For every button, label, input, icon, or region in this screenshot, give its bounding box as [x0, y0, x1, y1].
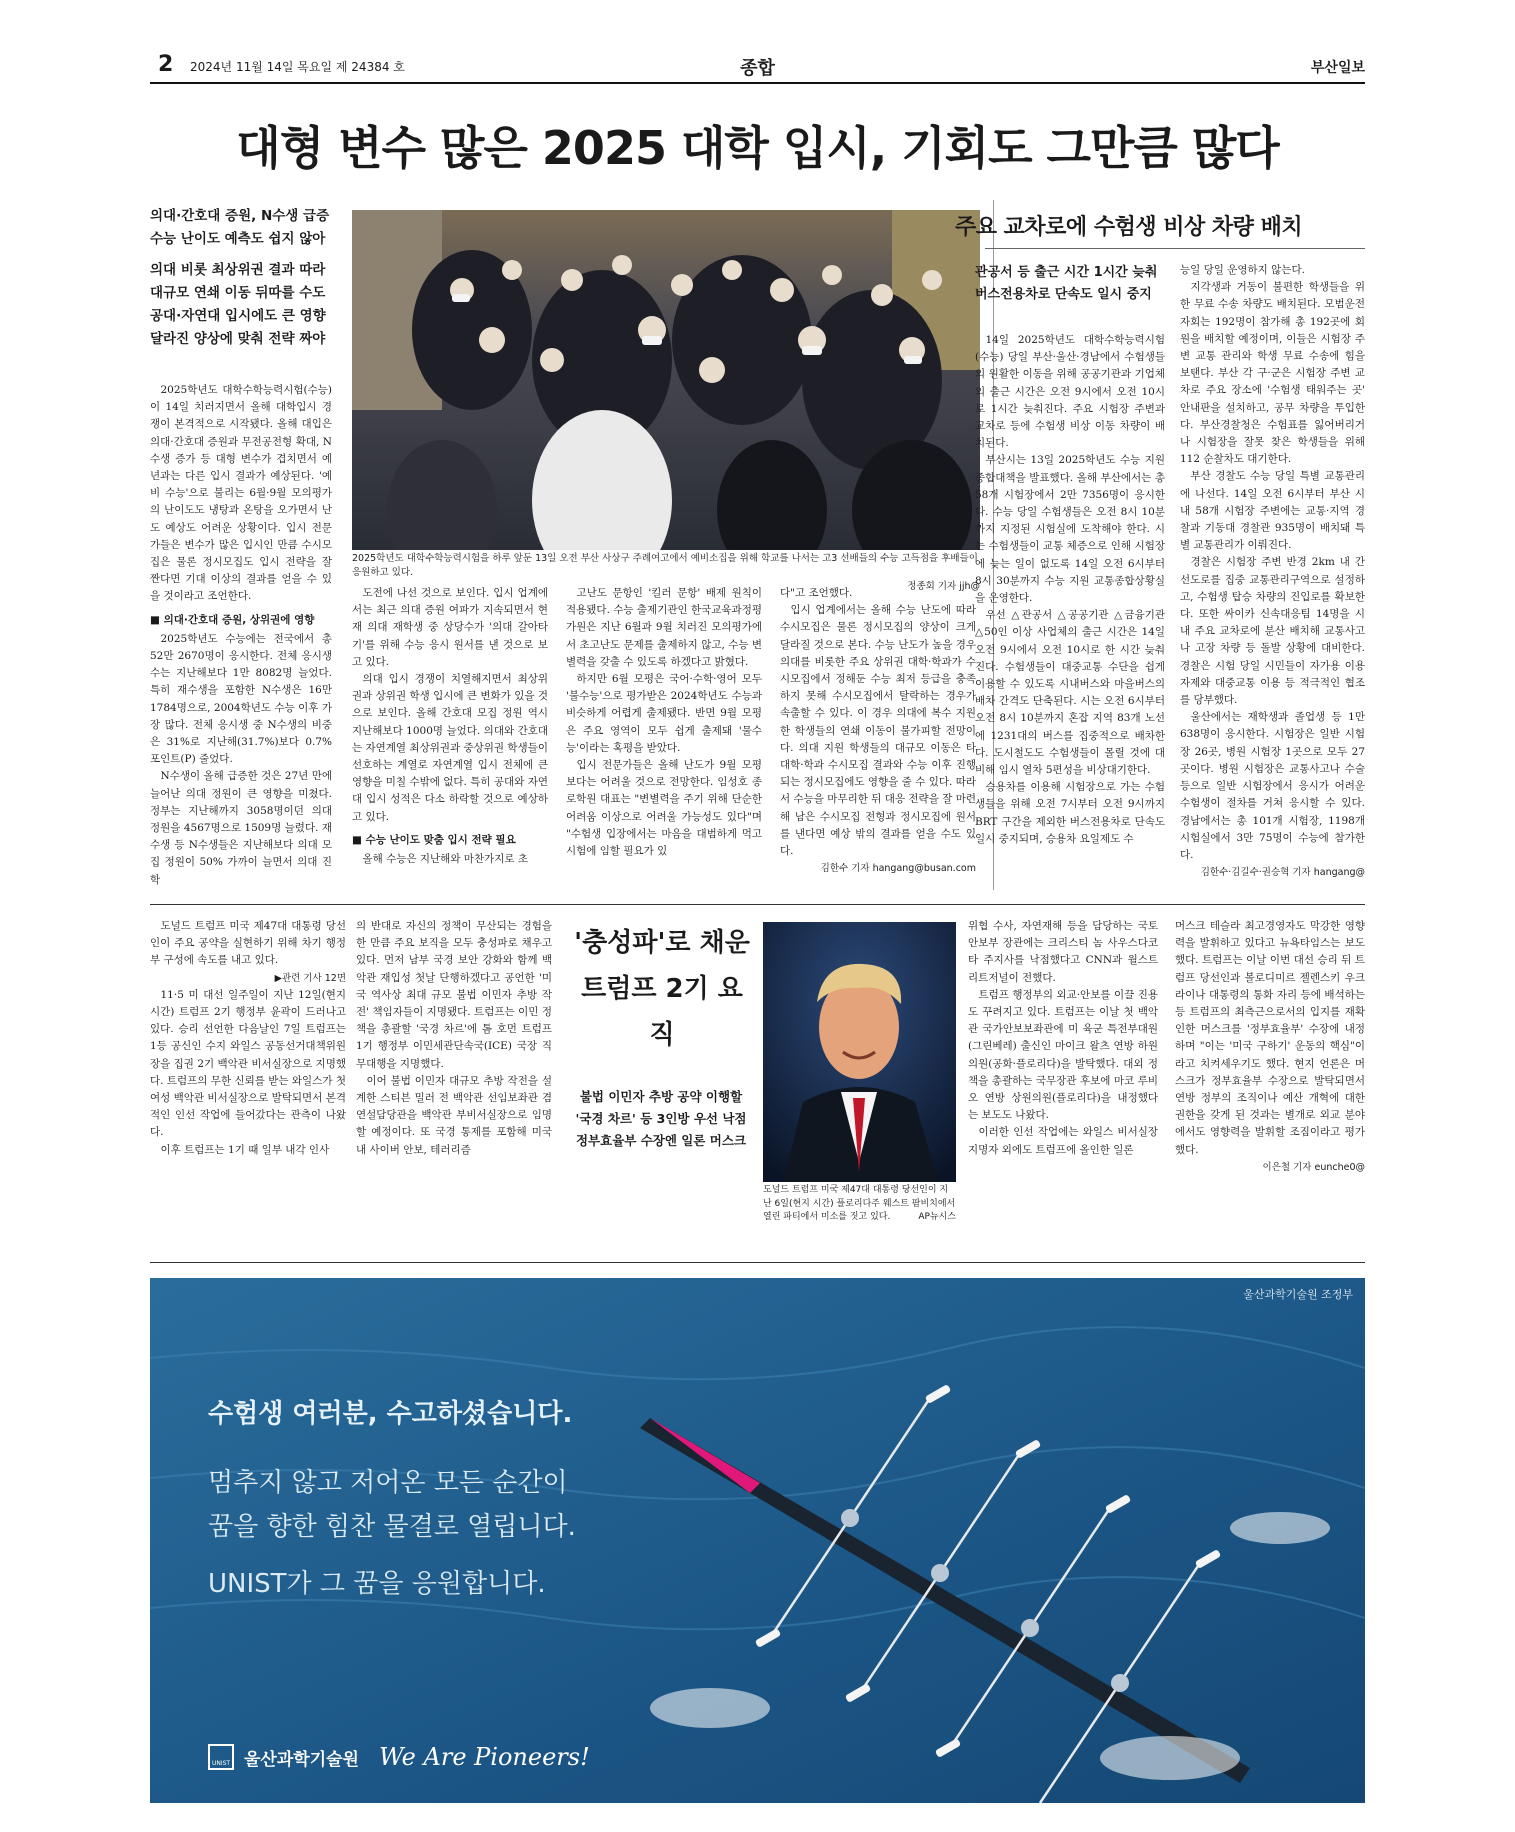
paragraph: 머스크 테슬라 최고경영자도 막강한 영향력을 발휘하고 있다고 뉴욕타임스는 보도했다. 트럼프는 이날 이번 대선 승리 뒤 트럼프 당선인과 볼로디미르 젤렌스키 우크라이나 대통령의 통화 자리 등에 배석하는 등 트럼프의 최측근으로서의 입지를 재확인한 머스크를 '정부효율부' 수장에 내정하며 "이는 '미국 구하기' 운동의 핵심"이라고 치켜세우기도 했다. 현지 언론은 머스크가 정부효율부 수장으로 발탁되면서 연방 정부의 조직이나 예산 개혁에 대한 권한을 갖게 된 것과는 별개로 외교 분야에서도 영향력을 발휘할 조짐이라고 평가했다.: [1175, 920, 1365, 1156]
section-subhead: ■ 의대·간호대 증원, 상위권에 영향: [150, 613, 315, 626]
article3-col1: [150, 918, 346, 1159]
unist-slogan: We Are Pioneers!: [378, 1743, 590, 1771]
caption-text: 2025학년도 대학수학능력시험을 하루 앞둔 13일 오전 부산 사상구 주례여고에서 예비소집을 위해 학교를 나서는 고3 선배들의 수능 고득점을 후배들이 응원하고 있다.: [352, 553, 978, 578]
subhead-line: 공대·자연대 입시에도 큰 영향: [150, 308, 326, 324]
ad-credit: 울산과학기술원 조정부: [1243, 1288, 1353, 1301]
unist-logo-mark: UNIST: [208, 1744, 234, 1770]
subhead-line: 버스전용차로 단속도 일시 중지: [975, 287, 1152, 302]
trump-photo: [763, 922, 956, 1182]
paragraph: 위협 수사, 자연재해 등을 담당하는 국토안보부 장관에는 크리스티 놈 사우스다코타 주지사를 낙점했다고 CNN과 월스트리트저널이 전했다.: [968, 920, 1158, 984]
related-article[interactable]: ▶관련 기사 12면: [274, 972, 346, 984]
article2-col1: [975, 332, 1165, 848]
paragraph: 경찰은 시험장 주변 반경 2km 내 간선도로를 집중 교통관리구역으로 설정하고, 수험생 탑승 차량의 진입로를 확보한다. 또한 싸이카 신속대응팀 14명을 시내 주요 교차로에 분산 배치해 교통사고나 고장 차량 등 돌발 상황에 대비한다. 경찰은 시험 당일 시민들이 자가용 이용 자제와 대중교통 이용 등 적극적인 협조를 당부했다.: [1180, 556, 1365, 707]
article3-col4: [1175, 918, 1365, 1176]
article1-subheads: [150, 205, 332, 351]
students-photo: [352, 210, 980, 550]
article1-col1: [150, 382, 332, 889]
paragraph: 올해 수능은 지난해와 마찬가지로 초: [362, 853, 528, 866]
title-underline: [985, 248, 1365, 249]
subhead-line: 대규모 연쇄 이동 뒤따를 수도: [150, 285, 326, 301]
article1-col3: [566, 585, 762, 860]
ad-support-line: UNIST가 그 꿈을 응원합니다.: [208, 1569, 546, 1599]
caption-text: 도널드 트럼프 미국 제47대 대통령 당선인이 지난 6일(현지 시간) 플로리다주 웨스트 팜비치에서 열린 파티에서 미소를 짓고 있다.: [763, 1185, 956, 1222]
trump-photo-image: [763, 922, 956, 1182]
article2-subheads: [975, 262, 1170, 306]
byline: 김한수·김길수·권승혁 기자 hangang@: [1200, 867, 1365, 879]
students-photo-image: [352, 210, 980, 550]
article3-col3: [968, 918, 1158, 1159]
subhead-line: '국경 차르' 등 3인방 우선 낙점: [575, 1111, 747, 1126]
paragraph: 도전에 나선 것으로 보인다. 입시 업계에서는 최근 의대 증원 여파가 지속되면서 현재 의대 재학생 중 상당수가 '의대 갈아타기'를 위해 수능 응시 원서를 낸 것으로 보고 있다.: [352, 587, 548, 668]
article3-subheads: [566, 1086, 756, 1152]
photo-credit: 정종회 기자 jjh@: [907, 581, 980, 592]
article2-col2: [1180, 262, 1365, 881]
paragraph: 이어 불법 이민자 대규모 추방 작전을 설계한 스티븐 밀러 전 백악관 선임보좌관 겸 연설담당관을 백악관 부비서실장으로 임명할 예정이다. 또 국경 통제를 포함해 미국 내 사이버 안보, 테러리즘: [356, 1074, 552, 1156]
paragraph: 하지만 6월 모평은 국어·수학·영어 모두 '불수능'으로 평가받은 2024학년도 수능과 비슷하게 어렵게 출제됐다. 반면 9월 모평은 주요 영역이 모두 쉽게 출제돼 '물수능'이라는 혹평을 받았다.: [566, 673, 762, 754]
paragraph: N수생이 올해 급증한 것은 27년 만에 늘어난 의대 정원이 큰 영향을 미쳤다. 정부는 지난해까지 3058명이던 의대 정원을 4567명으로 1509명 늘렸다. 재수생 등 N수생들은 지난해보다 의대 모집 정원이 50% 가까이 늘면서 의대 진학: [150, 770, 332, 886]
paragraph: 이후 트럼프는 1기 때 일부 내각 인사: [160, 1143, 330, 1156]
section-subhead: ■ 수능 난이도 맞춤 입시 전략 필요: [352, 833, 516, 846]
section-divider: [150, 904, 1365, 905]
paragraph: 고난도 문항인 '킬러 문항' 배제 원칙이 적용됐다. 수능 출제기관인 한국교육과정평가원은 지난 6월과 9월 치러진 모의평가에서 초고난도 문제를 출제하지 않고, 수능 변별력을 갖출 수 있도록 하겠다고 밝혔다.: [566, 587, 762, 668]
article1-col4: [780, 585, 976, 877]
subhead-line: 수능 난이도 예측도 쉽지 않아: [150, 231, 326, 247]
article2-title: 주요 교차로에 수험생 비상 차량 배치: [955, 215, 1303, 240]
paragraph: 입시 업계에서는 올해 수능 난도에 따라 수시모집은 물론 정시모집의 양상이 크게 달라질 것으로 본다. 수능 난도가 높을 경우 의대를 비롯한 주요 상위권 대학·학과가 수시모집에서 정해둔 수능 최저 등급을 충족하지 못해 수시모집에서 탈락하는 경우가 속출할 수 있다. 이 경우 의대에 복수 지원한 학생들의 연쇄 이동이 불가피할 전망이다. 의대 지원 학생들의 대규모 이동은 타 대학·학과 수시모집 결과와 수능 이후 진행되는 정시모집에도 영향을 줄 수 있다. 따라서 수능을 마무리한 뒤 대응 전략을 잘 마련해 남은 수시모집 전형과 정시모집에 원서를 낸다면 예상 밖의 결과를 얻을 수도 있다.: [780, 604, 976, 858]
newspaper-name: 부산일보: [1310, 60, 1365, 76]
section-name: 종합: [740, 58, 775, 79]
paragraph: 다"고 조언했다.: [780, 587, 853, 599]
masthead: [150, 52, 1365, 84]
byline: 김한수 기자 hangang@busan.com: [820, 863, 976, 875]
subhead-line: 의대·간호대 증원, N수생 급증: [150, 208, 330, 224]
paragraph: 부산 경찰도 수능 당일 특별 교통관리에 나선다. 14일 오전 6시부터 부산 시내 58개 시험장 주변에는 교통·지역 경찰과 기동대 경찰관 935명이 배치돼 특별 교통관리가 이뤄진다.: [1180, 470, 1365, 552]
subhead-line: 관공서 등 출근 시간 1시간 늦춰: [975, 265, 1158, 280]
photo-credit: AP뉴시스: [918, 1212, 956, 1222]
paragraph: 이러한 인선 작업에는 와일스 비서실장 지명자 외에도 트럼프에 올인한 일론: [968, 1126, 1158, 1156]
article3-col2: [356, 918, 552, 1159]
title-line: '충성파'로 채운: [574, 928, 750, 958]
trump-photo-caption: [763, 1184, 956, 1225]
main-headline: 대형 변수 많은 2025 대학 입시, 기회도 그만큼 많다: [236, 121, 1279, 175]
paragraph: 14일 2025학년도 대학수학능력시험(수능) 당일 부산·울산·경남에서 수험생들의 원활한 이동을 위해 공공기관과 기업체의 출근 시간은 오전 9시에서 오전 10시로 1시간 늦춰진다. 주요 시험장 주변과 교차로 등에 수험생 비상 이동 차량이 배치된다.: [975, 334, 1165, 450]
paragraph: 트럼프 행정부의 외교·안보를 이끌 진용도 꾸려지고 있다. 트럼프는 이날 첫 백악관 국가안보보좌관에 미 육군 특전부대원(그린베레) 출신인 마이크 왈츠 연방 하원의원(공화·플로리다)을 발탁했다. 대외 정책을 총괄하는 국무장관 후보에 마코 루비오 연방 상원의원(플로리다)을 내정했다는 보도도 나왔다.: [968, 988, 1158, 1122]
byline: 이은철 기자 eunche0@: [1262, 1161, 1365, 1173]
paragraph: 능일 당일 운영하지 않는다.: [1180, 264, 1305, 276]
ad-message: [208, 1461, 576, 1549]
article3-title: [572, 920, 752, 1058]
paragraph: 도널드 트럼프 미국 제47대 대통령 당선인이 주요 공약을 실현하기 위해 차기 행정부 구성에 속도를 내고 있다.: [150, 920, 346, 967]
subhead-line: 정부효율부 수장엔 일론 머스크: [575, 1133, 747, 1148]
page-number: 2: [158, 52, 174, 77]
message-line: 꿈을 향한 힘찬 물결로 열립니다.: [208, 1512, 576, 1542]
title-line: 트럼프 2기 요직: [581, 974, 743, 1050]
paragraph: 우선 △관공서 △공공기관 △금융기관 △50인 이상 사업체의 출근 시간은 14일 오전 9시에서 오전 10시로 한 시간 늦춰진다. 수험생들이 대중교통 수단을 쉽게 이용할 수 있도록 시내버스와 마을버스의 배차 간격도 단축된다. 시는 오전 6시부터 오전 8시 10분까지 혼잡 지역 83개 노선에 1231대의 버스를 집중적으로 배차한다. 도시철도도 수험생들이 몰릴 것에 대비해 임시 열차 5편성을 비상대기한다.: [975, 609, 1165, 777]
unist-logo[interactable]: [208, 1743, 590, 1771]
paragraph: 11·5 미 대선 일주일이 지난 12일(현지 시간) 트럼프 2기 행정부 윤곽이 드러나고 있다. 승리 선언한 다음날인 7일 트럼프는 1등 공신인 수지 와일스 공동선거대책위원장을 집권 2기 백악관 비서실장으로 지명했다. 트럼프의 무한 신뢰를 받는 와일스가 첫 여성 백악관 비서실장으로 발탁되면서 본격적인 인선 작업에 들어갔다는 관측이 나왔다.: [150, 988, 346, 1139]
subhead-line: 의대 비롯 최상위권 결과 따라: [150, 262, 326, 278]
paragraph: 지각생과 거동이 불편한 학생들을 위한 무료 수송 차량도 배치된다. 모범운전자회는 192명이 참가해 총 192곳에 회원을 배치할 예정이며, 이들은 시험장 주변 교통 관리와 학생 무료 수송에 힘을 보탠다. 부산 각 구·군은 시험장 주변 교차로 주요 장소에 '수험생 태워주는 곳' 안내판을 설치하고, 공무 차량을 투입한다. 부산경찰청은 수험표를 잃어버리거나 시험장을 잘못 찾은 학생들을 위해 112 순찰차도 대기한다.: [1180, 281, 1365, 466]
paragraph: 입시 전문가들은 올해 난도가 9월 모평보다는 어려울 것으로 전망한다. 임성호 종로학원 대표는 "변별력을 주기 위해 단순한 어려움 이상으로 어려울 가능성도 있다"며 "수험생 입장에서는 마음을 대범하게 먹고 시험에 임할 필요가 있: [566, 759, 762, 858]
paragraph: 부산시는 13일 2025학년도 수능 지원 종합대책을 발표했다. 올해 부산에서는 총 58개 시험장에서 2만 7356명이 응시한다. 수능 당일 수험생들은 오전 8시 10분까지 지정된 시험실에 도착해야 한다. 시는 수험생들이 교통 체증으로 인해 시험장에 늦는 일이 없도록 14일 오전 6시부터 8시 30분까지 수능 지원 교통종합상황실을 운영한다.: [975, 454, 1165, 605]
ad-divider: [150, 1262, 1365, 1263]
subhead-line: 달라진 양상에 맞춰 전략 짜야: [150, 331, 326, 347]
subhead-line: 불법 이민자 추방 공약 이행할: [579, 1089, 743, 1104]
article1-col2: [352, 585, 548, 868]
paragraph: 2025학년도 대학수학능력시험(수능)이 14일 치러지면서 올해 대학입시 경쟁이 본격적으로 시작됐다. 올해 대입은 의대·간호대 증원과 무전공전형 확대, N수생 증가 등 대형 변수가 겹치면서 예년과는 다른 입시 결과가 예상된다. '예비 수능'으로 불리는 6월·9월 모의평가의 난이도도 냉탕과 온탕을 오가면서 난도 예상도 어려운 상황이다. 입시 전문가들은 변수가 많은 입시인 만큼 수시모집은 물론 정시모집도 입시 전략을 잘 짠다면 기대 이상의 결과를 얻을 수 있을 것이라고 조언한다.: [150, 384, 332, 603]
paragraph: 의대 입시 경쟁이 치열해지면서 최상위권과 상위권 학생 입시에 큰 변화가 있을 것으로 보인다. 올해 간호대 모집 정원 역시 지난해보다 1000명 늘었다. 의대와 간호대는 자연계열 최상위권과 중상위권 학생들이 선호하는 계열로 자연계열 입시 전체에 큰 영향을 미칠 수밖에 없다. 특히 공대와 자연대 입시 성적은 다소 하락할 것으로 예상하고 있다.: [352, 673, 548, 823]
ad-headline: 수험생 여러분, 수고하셨습니다.: [208, 1399, 573, 1429]
issue-date: 2024년 11월 14일 목요일 제 24384 호: [190, 60, 405, 74]
paragraph: 승용차를 이용해 시험장으로 가는 수험생들을 위해 오전 7시부터 오전 9시까지 BRT 구간을 제외한 버스전용차로 단속도 일시 중지되며, 승용차 요일제도 수: [975, 781, 1165, 845]
paragraph: 2025학년도 수능에는 전국에서 총 52만 2670명이 응시한다. 전체 응시생 수는 지난해보다 1만 8082명 늘었다. 특히 재수생을 포함한 N수생은 16만 1784명으로, 2004학년도 수능 이후 가장 많다. 전체 응시생 중 N수생의 비중은 31%로 지난해(31.7%)보다 0.7%포인트(P) 줄었다.: [150, 632, 332, 766]
message-line: 멈추지 않고 저어온 모든 순간이: [208, 1468, 568, 1498]
paragraph: 울산에서는 재학생과 졸업생 등 1만 638명이 응시한다. 시험장은 일반 시험장 26곳, 병원 시험장 1곳으로 모두 27곳이다. 병원 시험장은 교통사고나 수술 등으로 일반 시험장에서 응시가 어려운 수험생이 절차를 거쳐 응시할 수 있다. 경남에서는 총 101개 시험장, 1198개 시험실에서 3만 75명이 수능에 참가한다.: [1180, 711, 1365, 861]
paragraph: 의 반대로 자신의 정책이 무산되는 경험을 한 만큼 주요 보직을 모두 충성파로 채우고 있다. 먼저 남부 국경 보안 강화와 함께 백악관 재입성 첫날 단행하겠다고 공언한 '미국 역사상 최대 규모 불법 이민자 추방 작전' 책임자들이 지명됐다. 트럼프는 이민 정책을 총괄할 '국경 차르'에 톰 호먼 트럼프 1기 행정부 이민세관단속국(ICE) 국장 직무대행을 지명했다.: [356, 920, 552, 1070]
unist-advertisement[interactable]: [150, 1278, 1365, 1803]
unist-org-name: 울산과학기술원: [244, 1749, 359, 1770]
